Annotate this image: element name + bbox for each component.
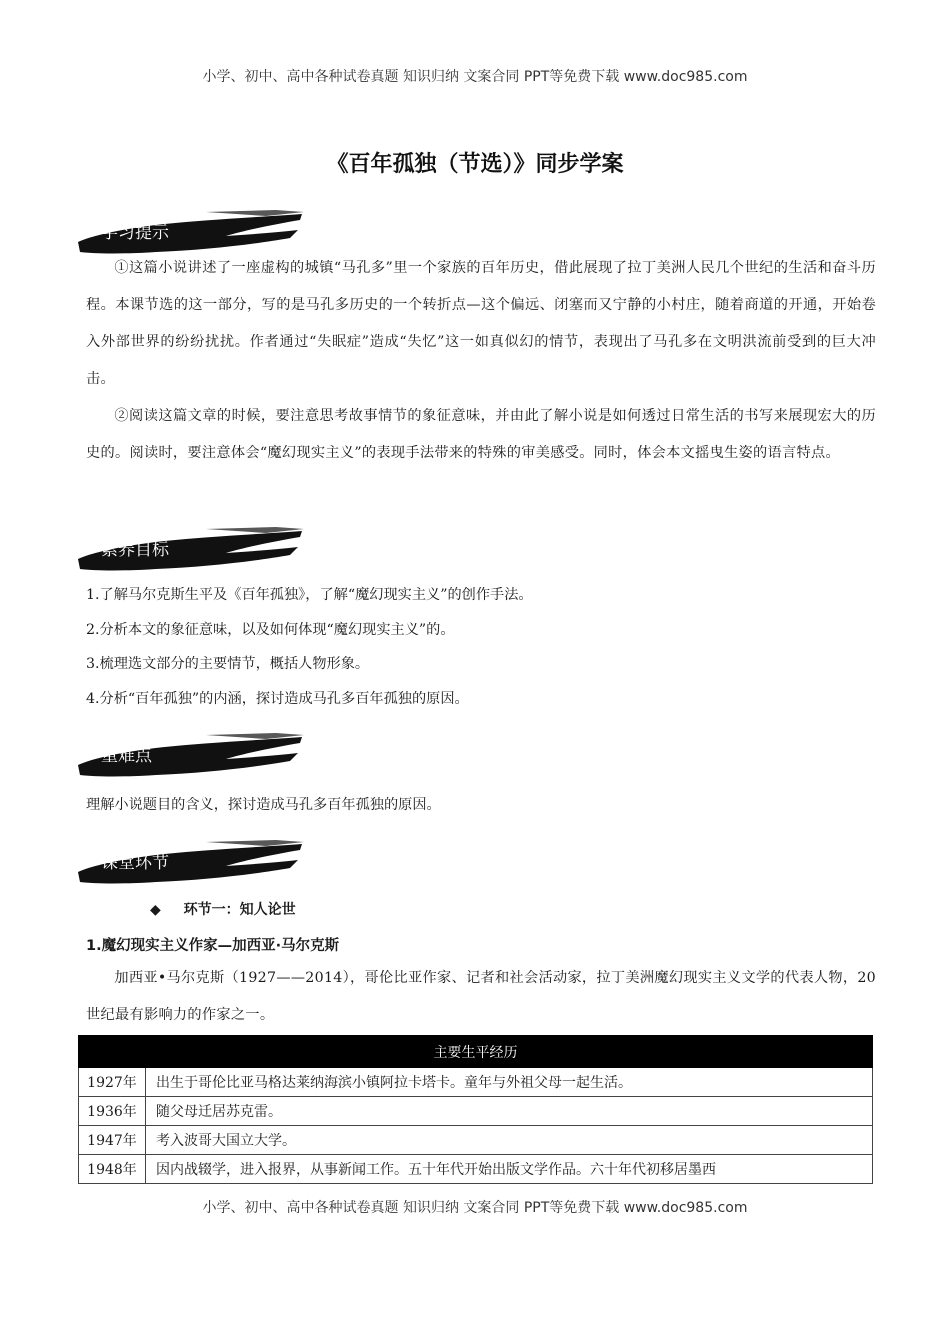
event-cell: 随父母迁居苏克雷。 [146, 1097, 873, 1126]
table-row [79, 1068, 873, 1097]
diamond-bullet-icon: ◆ [150, 902, 161, 918]
step-heading [150, 899, 296, 919]
event-cell: 考入波哥大国立大学。 [146, 1126, 873, 1155]
goal-item: 2.分析本文的象征意味，以及如何体现“魔幻现实主义”的。 [86, 622, 455, 638]
section-banner-class [76, 838, 306, 890]
tips-paragraph-1: ①这篇小说讲述了一座虚构的城镇“马孔多”里一个家族的百年历史，借此展现了拉丁美洲人民几个世纪的生活和奋斗历程。本课节选的这一部分，写的是马孔多历史的一个转折点—这个偏远、闭塞而又宁静的小村庄，随着商道的开通，开始卷入外部世界的纷纷扰扰。作者通过“失眠症”造成“失忆”这一如真似幻的情节，表现出了马孔多在文明洪流前受到的巨大冲击。 [86, 260, 876, 387]
page-header: 小学、初中、高中各种试卷真题 知识归纳 文案合同 PPT等免费下载 www.doc985.com [202, 69, 748, 85]
section-banner-key [76, 731, 306, 783]
year-cell: 1948年 [79, 1155, 146, 1184]
page-footer: 小学、初中、高中各种试卷真题 知识归纳 文案合同 PPT等免费下载 www.doc985.com [202, 1200, 748, 1216]
tips-paragraph-2: ②阅读这篇文章的时候，要注意思考故事情节的象征意味，并由此了解小说是如何透过日常生活的书写来展现宏大的历史的。阅读时，要注意体会“魔幻现实主义”的表现手法带来的特殊的审美感受。同时，体会本文摇曳生姿的语言特点。 [86, 408, 876, 461]
section-label: 课堂环节 [101, 853, 169, 873]
section-banner-goals [76, 525, 306, 577]
goal-item: 1.了解马尔克斯生平及《百年孤独》，了解“魔幻现实主义”的创作手法。 [86, 587, 533, 603]
section-label: 素养目标 [101, 540, 169, 560]
section-label: 重难点 [101, 746, 152, 766]
event-cell: 因内战辍学，进入报界，从事新闻工作。五十年代开始出版文学作品。六十年代初移居墨西 [146, 1155, 873, 1184]
section-label: 学习提示 [101, 223, 169, 243]
key-point-text: 理解小说题目的含义，探讨造成马孔多百年孤独的原因。 [86, 797, 441, 813]
year-cell: 1927年 [79, 1068, 146, 1097]
subsection-heading: 1.魔幻现实主义作家—加西亚·马尔克斯 [86, 938, 340, 954]
author-intro: 加西亚•马尔克斯（1927——2014），哥伦比亚作家、记者和社会活动家，拉丁美洲魔幻现实主义文学的代表人物，20世纪最有影响力的作家之一。 [86, 970, 876, 1023]
table-row [79, 1126, 873, 1155]
goal-item: 4.分析“百年孤独”的内涵，探讨造成马孔多百年孤独的原因。 [86, 691, 469, 707]
year-cell: 1936年 [79, 1097, 146, 1126]
table-header: 主要生平经历 [79, 1036, 873, 1068]
goal-item: 3.梳理选文部分的主要情节，概括人物形象。 [86, 656, 370, 672]
year-cell: 1947年 [79, 1126, 146, 1155]
step-label: 环节一：知人论世 [183, 902, 296, 918]
table-row [79, 1097, 873, 1126]
table-row [79, 1155, 873, 1184]
life-timeline-table [78, 1035, 873, 1184]
document-title: 《百年孤独（节选）》同步学案 [326, 152, 624, 177]
event-cell: 出生于哥伦比亚马格达莱纳海滨小镇阿拉卡塔卡。童年与外祖父母一起生活。 [146, 1068, 873, 1097]
